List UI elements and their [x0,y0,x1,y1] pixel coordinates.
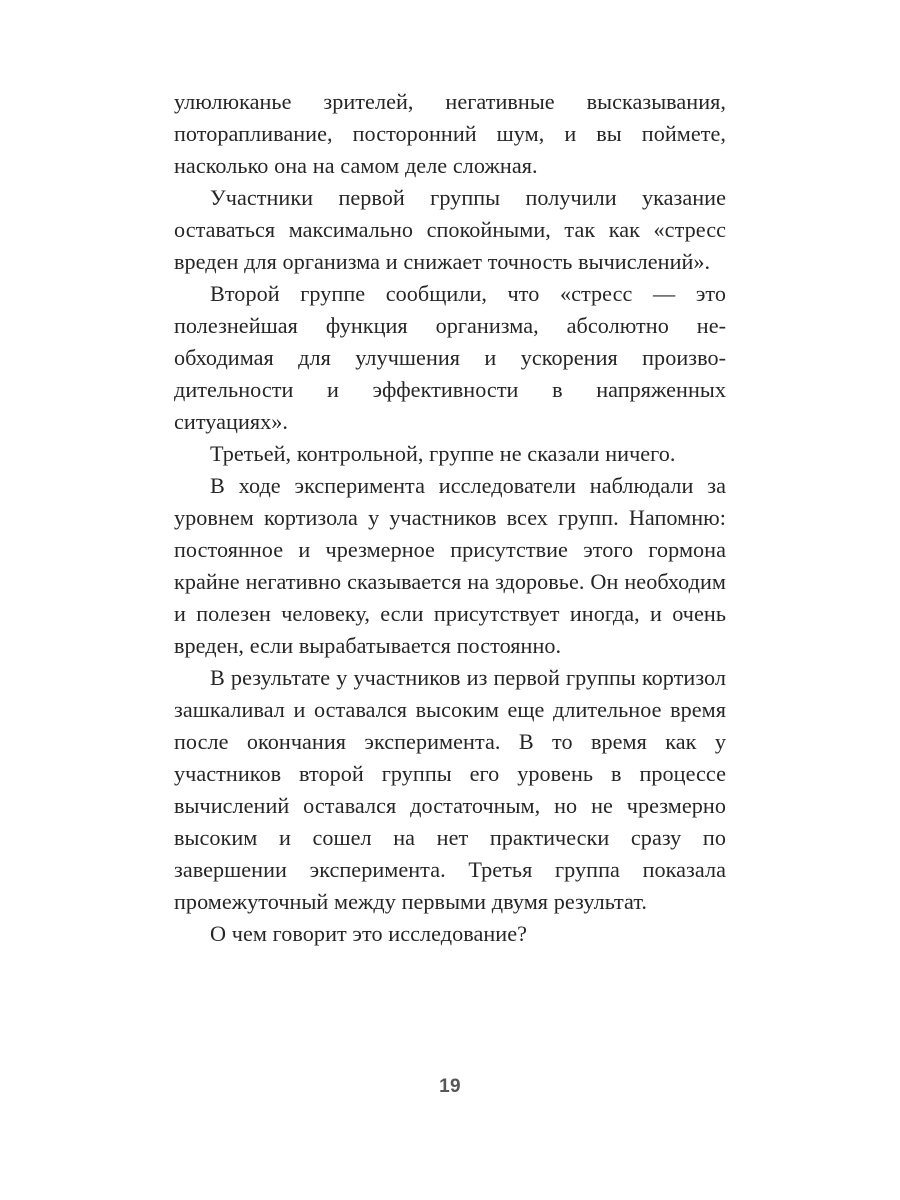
paragraph-continued: улюлюканье зрителей, негативные высказывания, поторапливание, посторонний шум, и вы поймете, насколько она на самом деле сложная. [174,89,726,178]
paragraph-group-two-instruction: Второй группе сообщили, что «стресс — это полезнейшая функция организма, абсолютно необходимая для улучшения и ускорения производительности и эффективности в напряженных ситуациях». [174,281,726,434]
body-text-column [174,86,726,950]
paragraph-group-three-control: Третьей, контрольной, группе не сказали ничего. [210,441,676,466]
paragraph-results: В результате у участников из первой группы кортизол зашкаливал и оставался высоким еще длительное время после окончания эксперимента. В то время как у участников второй группы его уровень в процессе вычислений оставался достаточным, но не чрезмерно высоким и сошел на нет практически сразу по завершении эксперимента. Третья группа показала промежуточный между первыми двумя результат. [174,665,726,914]
paragraph-closing-question: О чем говорит это исследование? [210,921,528,946]
paragraph-cortisol-observation: В ходе эксперимента исследователи наблюдали за уровнем кортизола у участников всех групп. Напомню: постоянное и чрезмерное присутствие этого гормона крайне негативно сказывается на здоровье. Он необходим и полезен человеку, если присутствует иногда, и очень вреден, если вырабатывается постоянно. [174,473,726,658]
page-number: 19 [439,1076,461,1097]
paragraph-group-one-instruction: Участники первой группы получили указание оставаться максимально спокойными, так как «стресс вреден для организма и снижает точность вычислений». [174,185,726,274]
